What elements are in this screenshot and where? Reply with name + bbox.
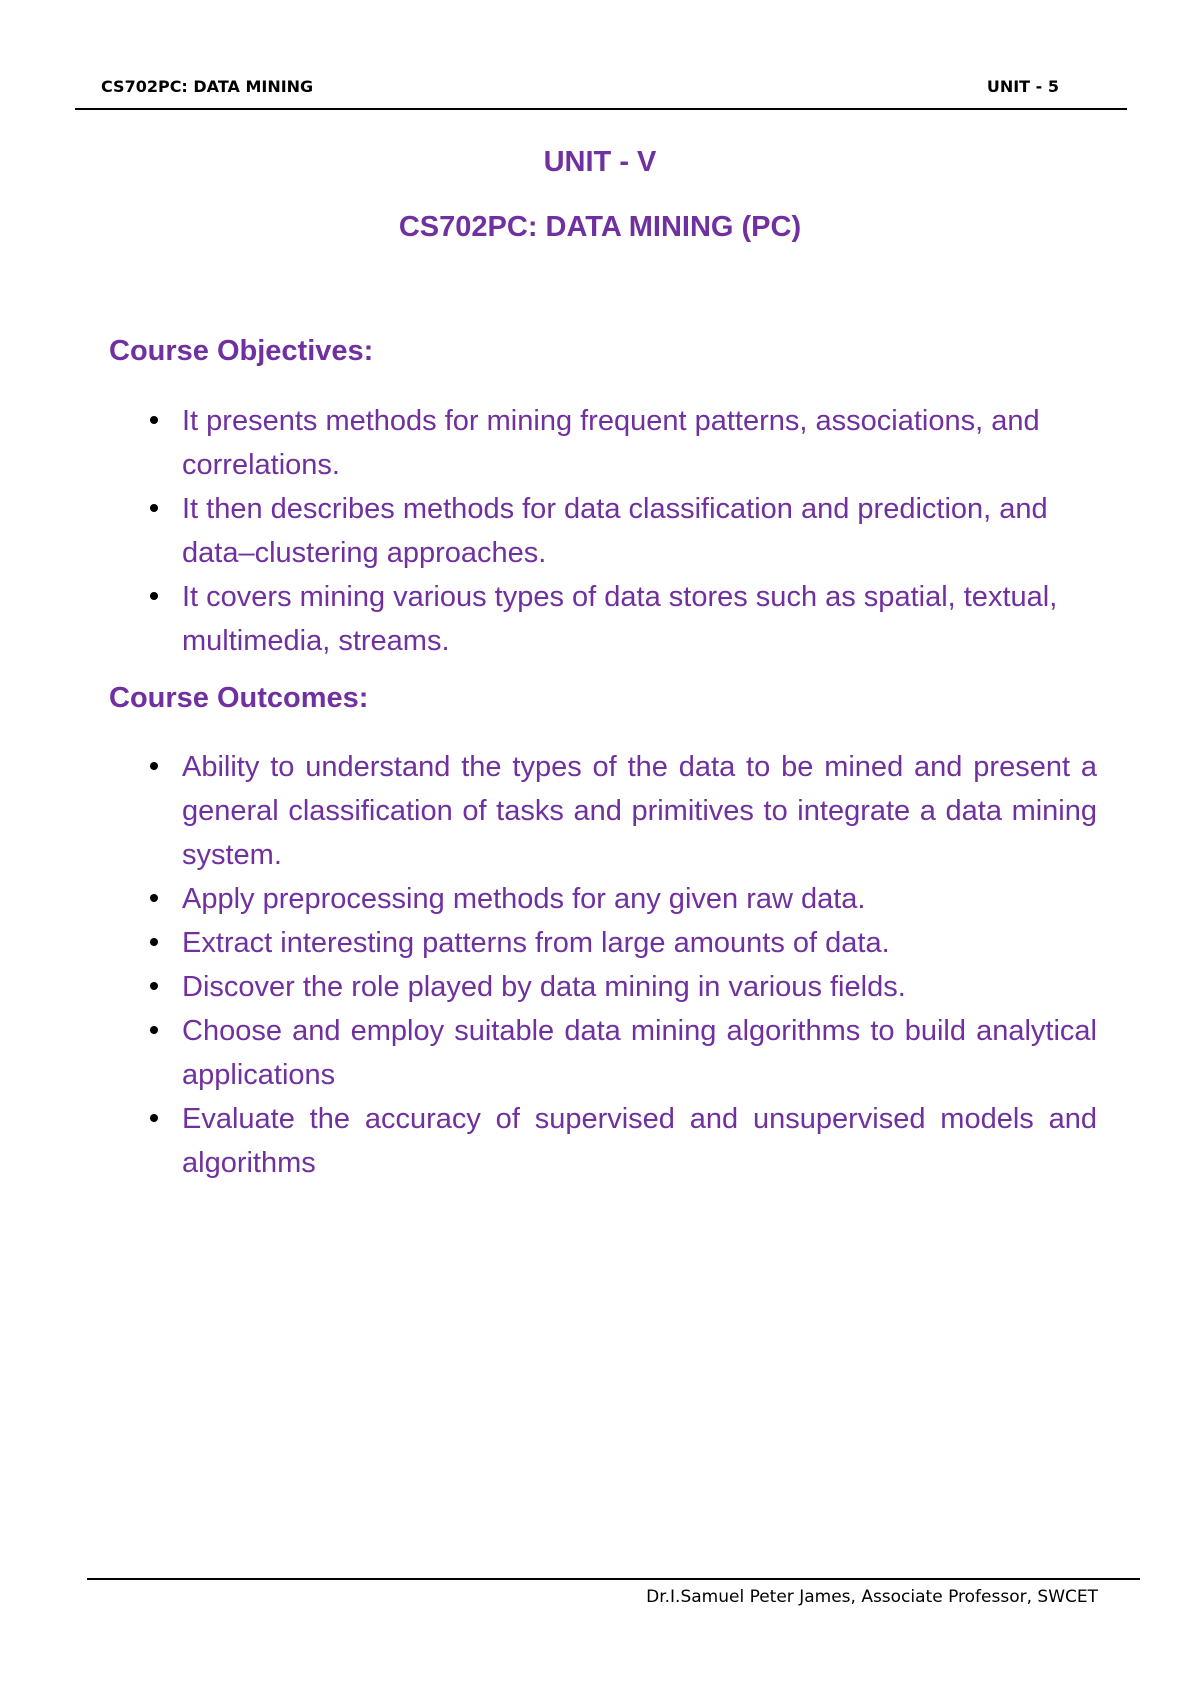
list-item (0, 965, 1097, 1009)
bullet-icon (150, 762, 158, 770)
page-header (75, 74, 1127, 110)
list-item (0, 1097, 1097, 1185)
header-unit-label: UNIT - 5 (986, 77, 1059, 96)
outcome-text: Ability to understand the types of the data to be mined and present a general classification of tasks and primitives to integrate a data mining system. (182, 751, 1097, 871)
outcome-text: Apply preprocessing methods for any given raw data. (182, 883, 866, 915)
outcomes-heading: Course Outcomes: (109, 682, 369, 714)
footer-divider (87, 1578, 1140, 1580)
list-item (0, 399, 1097, 487)
list-item (0, 575, 1097, 663)
outcomes-list (0, 745, 1200, 1185)
footer-author: Dr.I.Samuel Peter James, Associate Professor, SWCET (646, 1587, 1098, 1607)
outcome-text: Discover the role played by data mining in various fields. (182, 971, 906, 1003)
objective-text: It then describes methods for data classification and prediction, and data–clustering approaches. (182, 493, 1048, 569)
bullet-icon (150, 1026, 158, 1034)
list-item (0, 745, 1097, 877)
objectives-heading: Course Objectives: (109, 335, 374, 367)
course-title: CS702PC: DATA MINING (PC) (398, 211, 802, 243)
outcome-text: Extract interesting patterns from large amounts of data. (182, 927, 890, 959)
outcome-text: Choose and employ suitable data mining algorithms to build analytical applications (182, 1015, 1097, 1091)
bullet-icon (150, 416, 158, 424)
bullet-icon (150, 894, 158, 902)
bullet-icon (150, 592, 158, 600)
objective-text: It presents methods for mining frequent patterns, associations, and correlations. (182, 405, 1040, 481)
bullet-icon (150, 938, 158, 946)
unit-title: UNIT - V (543, 146, 657, 178)
list-item (0, 487, 1097, 575)
list-item (0, 877, 1097, 921)
bullet-icon (150, 504, 158, 512)
list-item (0, 921, 1097, 965)
outcome-text: Evaluate the accuracy of supervised and unsupervised models and algorithms (182, 1103, 1097, 1179)
bullet-icon (150, 1114, 158, 1122)
objectives-list (0, 399, 1200, 663)
bullet-icon (150, 982, 158, 990)
header-course-code: CS702PC: DATA MINING (101, 77, 314, 96)
list-item (0, 1009, 1097, 1097)
objective-text: It covers mining various types of data stores such as spatial, textual, multimedia, streams. (182, 581, 1058, 657)
